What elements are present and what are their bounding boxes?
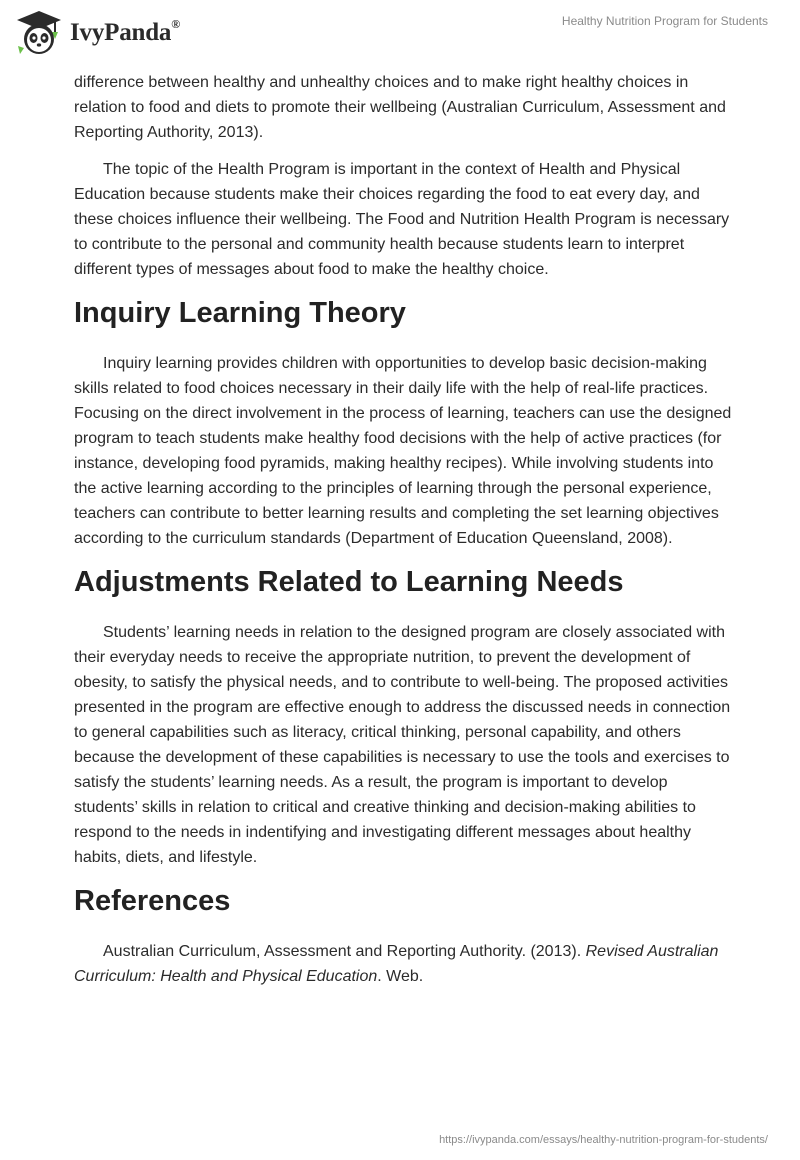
brand-name: IvyPanda® xyxy=(70,17,180,46)
heading-adjustments: Adjustments Related to Learning Needs xyxy=(74,566,624,598)
reference-entry xyxy=(74,939,734,989)
document-title: Healthy Nutrition Program for Students xyxy=(561,14,768,28)
panda-graduate-icon xyxy=(14,8,64,58)
heading-inquiry-learning-theory: Inquiry Learning Theory xyxy=(74,297,406,329)
essay-content xyxy=(74,70,734,1001)
heading-references: References xyxy=(74,885,231,917)
reference-title: Revised Australian Curriculum: Health and Physical Education xyxy=(74,943,719,985)
intro-paragraph-2: The topic of the Health Program is important in the context of Health and Physical Education because students make their choices regarding the food to eat every day, and these choices influence their wellbeing. The Food and Nutrition Health Program is necessary to contribute to the personal and community health because students learn to interpret different types of messages about food to make the healthy choice. xyxy=(74,161,730,278)
reference-end: . Web. xyxy=(377,968,424,985)
footer-url[interactable]: https://ivypanda.com/essays/healthy-nutrition-program-for-students/ xyxy=(439,1134,768,1146)
reference-author: Australian Curriculum, Assessment and Reporting Authority. (2013). xyxy=(103,943,582,960)
page-header xyxy=(0,0,800,70)
logo[interactable] xyxy=(14,8,180,58)
inquiry-paragraph: Inquiry learning provides children with opportunities to develop basic decision-making skills related to food choices necessary in their daily life with the help of real-life practices. Focusing on the direct involvement in the process of learning, teachers can use the designed program to teach students make healthy food decisions with the help of active practices (for instance, developing food pyramids, making healthy recipes). While involving students into the active learning according to the principles of learning through the personal experience, teachers can contribute to better learning results and completing the set learning objectives according to the curriculum standards (Department of Education Queensland, 2008). xyxy=(74,355,732,547)
intro-paragraph-continued: difference between healthy and unhealthy choices and to make right healthy choices in relation to food and diets to promote their wellbeing (Australian Curriculum, Assessment and Reporting Authority, 2013). xyxy=(74,74,726,141)
adjustments-paragraph: Students’ learning needs in relation to the designed program are closely associated with their everyday needs to receive the appropriate nutrition, to prevent the development of obesity, to satisfy the physical needs, and to contribute to well-being. The proposed activities presented in the program are effective enough to address the discussed needs in connection to general capabilities such as literacy, critical thinking, personal capability, and others because the development of these capabilities is necessary to use the tools and exercises to satisfy the students’ learning needs. As a result, the program is important to develop students’ skills in relation to critical and creative thinking and decision-making abilities to respond to the needs in indentifying and investigating different messages about healthy habits, diets, and lifestyle. xyxy=(74,624,731,866)
